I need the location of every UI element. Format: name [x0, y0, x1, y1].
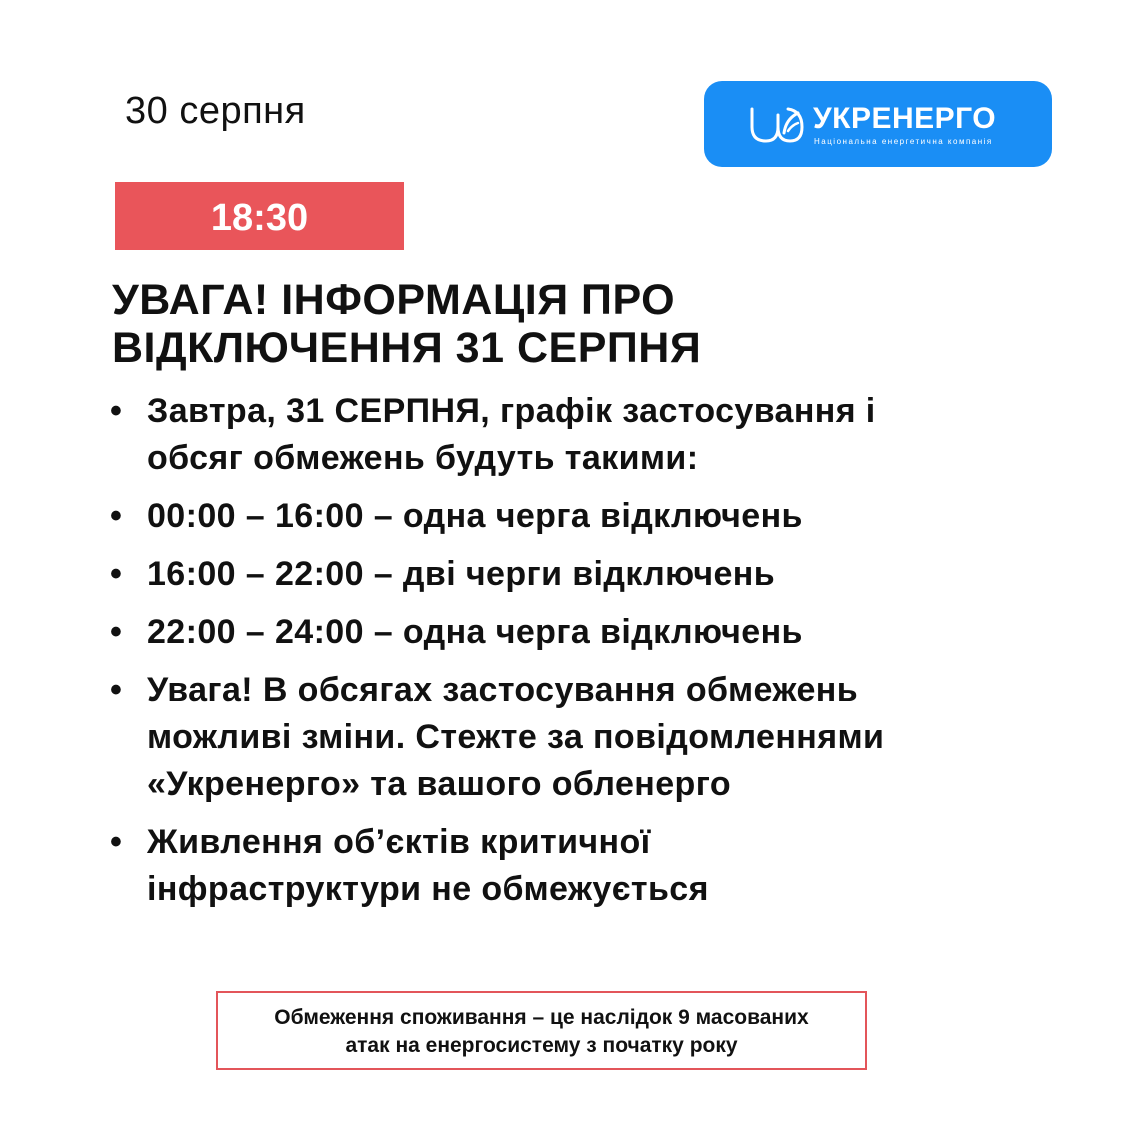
list-item: [110, 388, 1010, 482]
ukrenergo-logo: [704, 81, 1052, 167]
list-item: [110, 667, 1010, 808]
bullet-icon: •: [110, 823, 123, 861]
bullet-text-line: можливі зміни. Стежте за повідомленнями: [147, 718, 885, 756]
ukrenergo-logo-mark-icon: [748, 101, 806, 147]
bullet-text-line: 16:00 – 22:00 – дві черги відключень: [147, 555, 776, 593]
date-label: 30 серпня: [125, 90, 306, 132]
bullet-text-line: 00:00 – 16:00 – одна черга відключень: [147, 497, 803, 535]
bullet-text-line: Увага! В обсягах застосування обмежень: [147, 671, 859, 709]
logo-subtitle: Національна енергетична компанія: [814, 137, 993, 146]
time-badge: 18:30: [115, 182, 404, 250]
headline-line-1: УВАГА! ІНФОРМАЦІЯ ПРО: [112, 276, 676, 324]
bullet-list: [110, 388, 1010, 924]
bullet-icon: •: [110, 671, 123, 709]
bullet-text-line: інфраструктури не обмежується: [147, 870, 709, 908]
footnote-line-2: атак на енергосистему з початку року: [345, 1034, 738, 1057]
bullet-text-line: 22:00 – 24:00 – одна черга відключень: [147, 613, 803, 651]
bullet-icon: •: [110, 497, 123, 535]
bullet-text-line: обсяг обмежень будуть такими:: [147, 439, 699, 477]
list-item: [110, 551, 1010, 598]
headline: [112, 276, 1012, 372]
bullet-text-line: Живлення об’єктів критичної: [147, 823, 651, 861]
footnote-box: [216, 991, 867, 1070]
list-item: [110, 819, 1010, 913]
bullet-text-line: Завтра, 31 СЕРПНЯ, графік застосування і: [147, 392, 876, 430]
footnote-line-1: Обмеження споживання – це наслідок 9 масованих: [274, 1006, 809, 1029]
bullet-text-line: «Укренерго» та вашого обленерго: [147, 765, 731, 803]
list-item: [110, 609, 1010, 656]
list-item: [110, 493, 1010, 540]
bullet-icon: •: [110, 392, 123, 430]
bullet-icon: •: [110, 555, 123, 593]
logo-name: УКРЕНЕРГО: [813, 102, 997, 135]
headline-line-2: ВІДКЛЮЧЕННЯ 31 СЕРПНЯ: [112, 324, 702, 372]
bullet-icon: •: [110, 613, 123, 651]
